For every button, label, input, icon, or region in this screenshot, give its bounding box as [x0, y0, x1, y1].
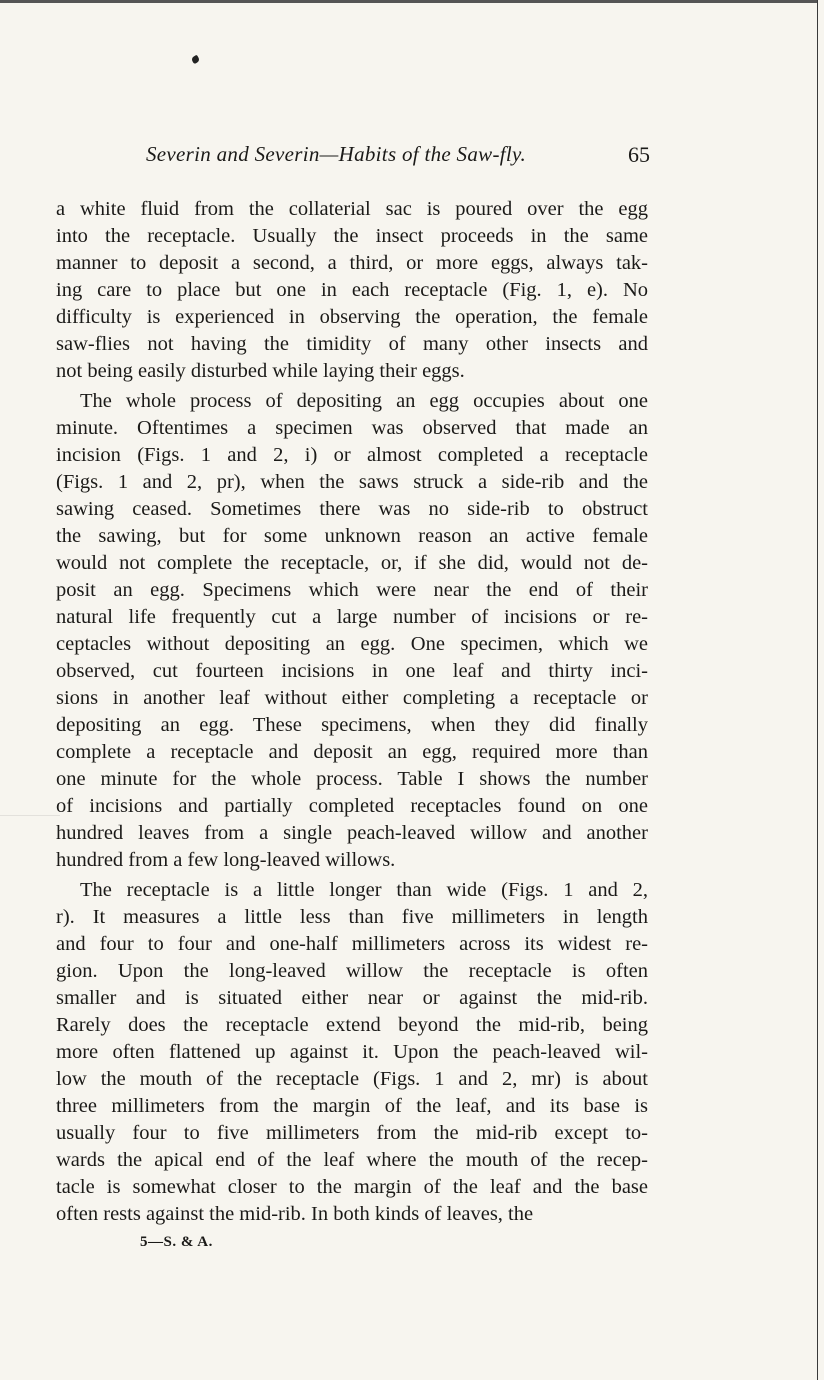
ink-speck: [191, 55, 201, 65]
text-line: into the receptacle. Usually the insect proceeds in the same: [56, 225, 648, 247]
text-line: ing care to place but one in each receptacle (Fig. 1, e). No: [56, 279, 648, 301]
text-line: posit an egg. Specimens which were near the end of their: [56, 579, 648, 601]
text-line: r). It measures a little less than five millimeters in length: [56, 906, 648, 928]
text-line: often rests against the mid-rib. In both kinds of leaves, the: [56, 1203, 534, 1225]
text-line: minute. Oftentimes a specimen was observed that made an: [56, 417, 648, 439]
text-line: would not complete the receptacle, or, if she did, would not de-: [56, 552, 648, 574]
page-top-edge: [0, 0, 818, 3]
text-line: one minute for the whole process. Table I shows the number: [56, 768, 648, 790]
text-line: wards the apical end of the leaf where the mouth of the recep-: [56, 1149, 648, 1171]
page-number: 65: [628, 142, 650, 167]
text-line: gion. Upon the long-leaved willow the receptacle is often: [56, 960, 648, 982]
text-line: tacle is somewhat closer to the margin of the leaf and the base: [56, 1176, 648, 1198]
text-line: incision (Figs. 1 and 2, i) or almost completed a receptacle: [56, 444, 648, 466]
paragraph: [56, 388, 648, 874]
paragraph: [56, 196, 648, 385]
text-line: not being easily disturbed while laying their eggs.: [56, 360, 465, 382]
text-line: of incisions and partially completed receptacles found on one: [56, 795, 648, 817]
body-text: [56, 196, 648, 1228]
paragraph: [56, 877, 648, 1228]
text-line: low the mouth of the receptacle (Figs. 1 and 2, mr) is about: [56, 1068, 648, 1090]
text-line: smaller and is situated either near or against the mid-rib.: [56, 987, 648, 1009]
text-line: hundred from a few long-leaved willows.: [56, 849, 396, 871]
fold-line: [0, 815, 60, 816]
page-right-edge: [817, 0, 818, 1380]
text-line: The receptacle is a little longer than wide (Figs. 1 and 2,: [80, 879, 648, 901]
text-line: (Figs. 1 and 2, pr), when the saws struck a side-rib and the: [56, 471, 648, 493]
text-line: the sawing, but for some unknown reason an active female: [56, 525, 648, 547]
running-head: [146, 142, 650, 167]
text-line: complete a receptacle and deposit an egg, required more than: [56, 741, 648, 763]
text-line: a white fluid from the collaterial sac is poured over the egg: [56, 198, 648, 220]
text-line: and four to four and one-half millimeters across its widest re-: [56, 933, 648, 955]
text-line: usually four to five millimeters from the mid-rib except to-: [56, 1122, 648, 1144]
text-line: observed, cut fourteen incisions in one leaf and thirty inci-: [56, 660, 648, 682]
text-line: manner to deposit a second, a third, or more eggs, always tak-: [56, 252, 648, 274]
text-line: more often flattened up against it. Upon the peach-leaved wil-: [56, 1041, 648, 1063]
text-line: three millimeters from the margin of the leaf, and its base is: [56, 1095, 648, 1117]
text-line: The whole process of depositing an egg occupies about one: [80, 390, 648, 412]
signature-mark: 5—S. & A.: [140, 1234, 213, 1250]
text-line: sions in another leaf without either completing a receptacle or: [56, 687, 648, 709]
running-title: Severin and Severin—Habits of the Saw-fly.: [146, 142, 527, 166]
text-line: hundred leaves from a single peach-leaved willow and another: [56, 822, 648, 844]
text-line: ceptacles without depositing an egg. One specimen, which we: [56, 633, 648, 655]
text-line: sawing ceased. Sometimes there was no side-rib to obstruct: [56, 498, 648, 520]
text-line: Rarely does the receptacle extend beyond the mid-rib, being: [56, 1014, 648, 1036]
text-line: natural life frequently cut a large number of incisions or re-: [56, 606, 648, 628]
text-line: depositing an egg. These specimens, when they did finally: [56, 714, 648, 736]
text-line: difficulty is experienced in observing the operation, the female: [56, 306, 648, 328]
text-line: saw-flies not having the timidity of many other insects and: [56, 333, 648, 355]
